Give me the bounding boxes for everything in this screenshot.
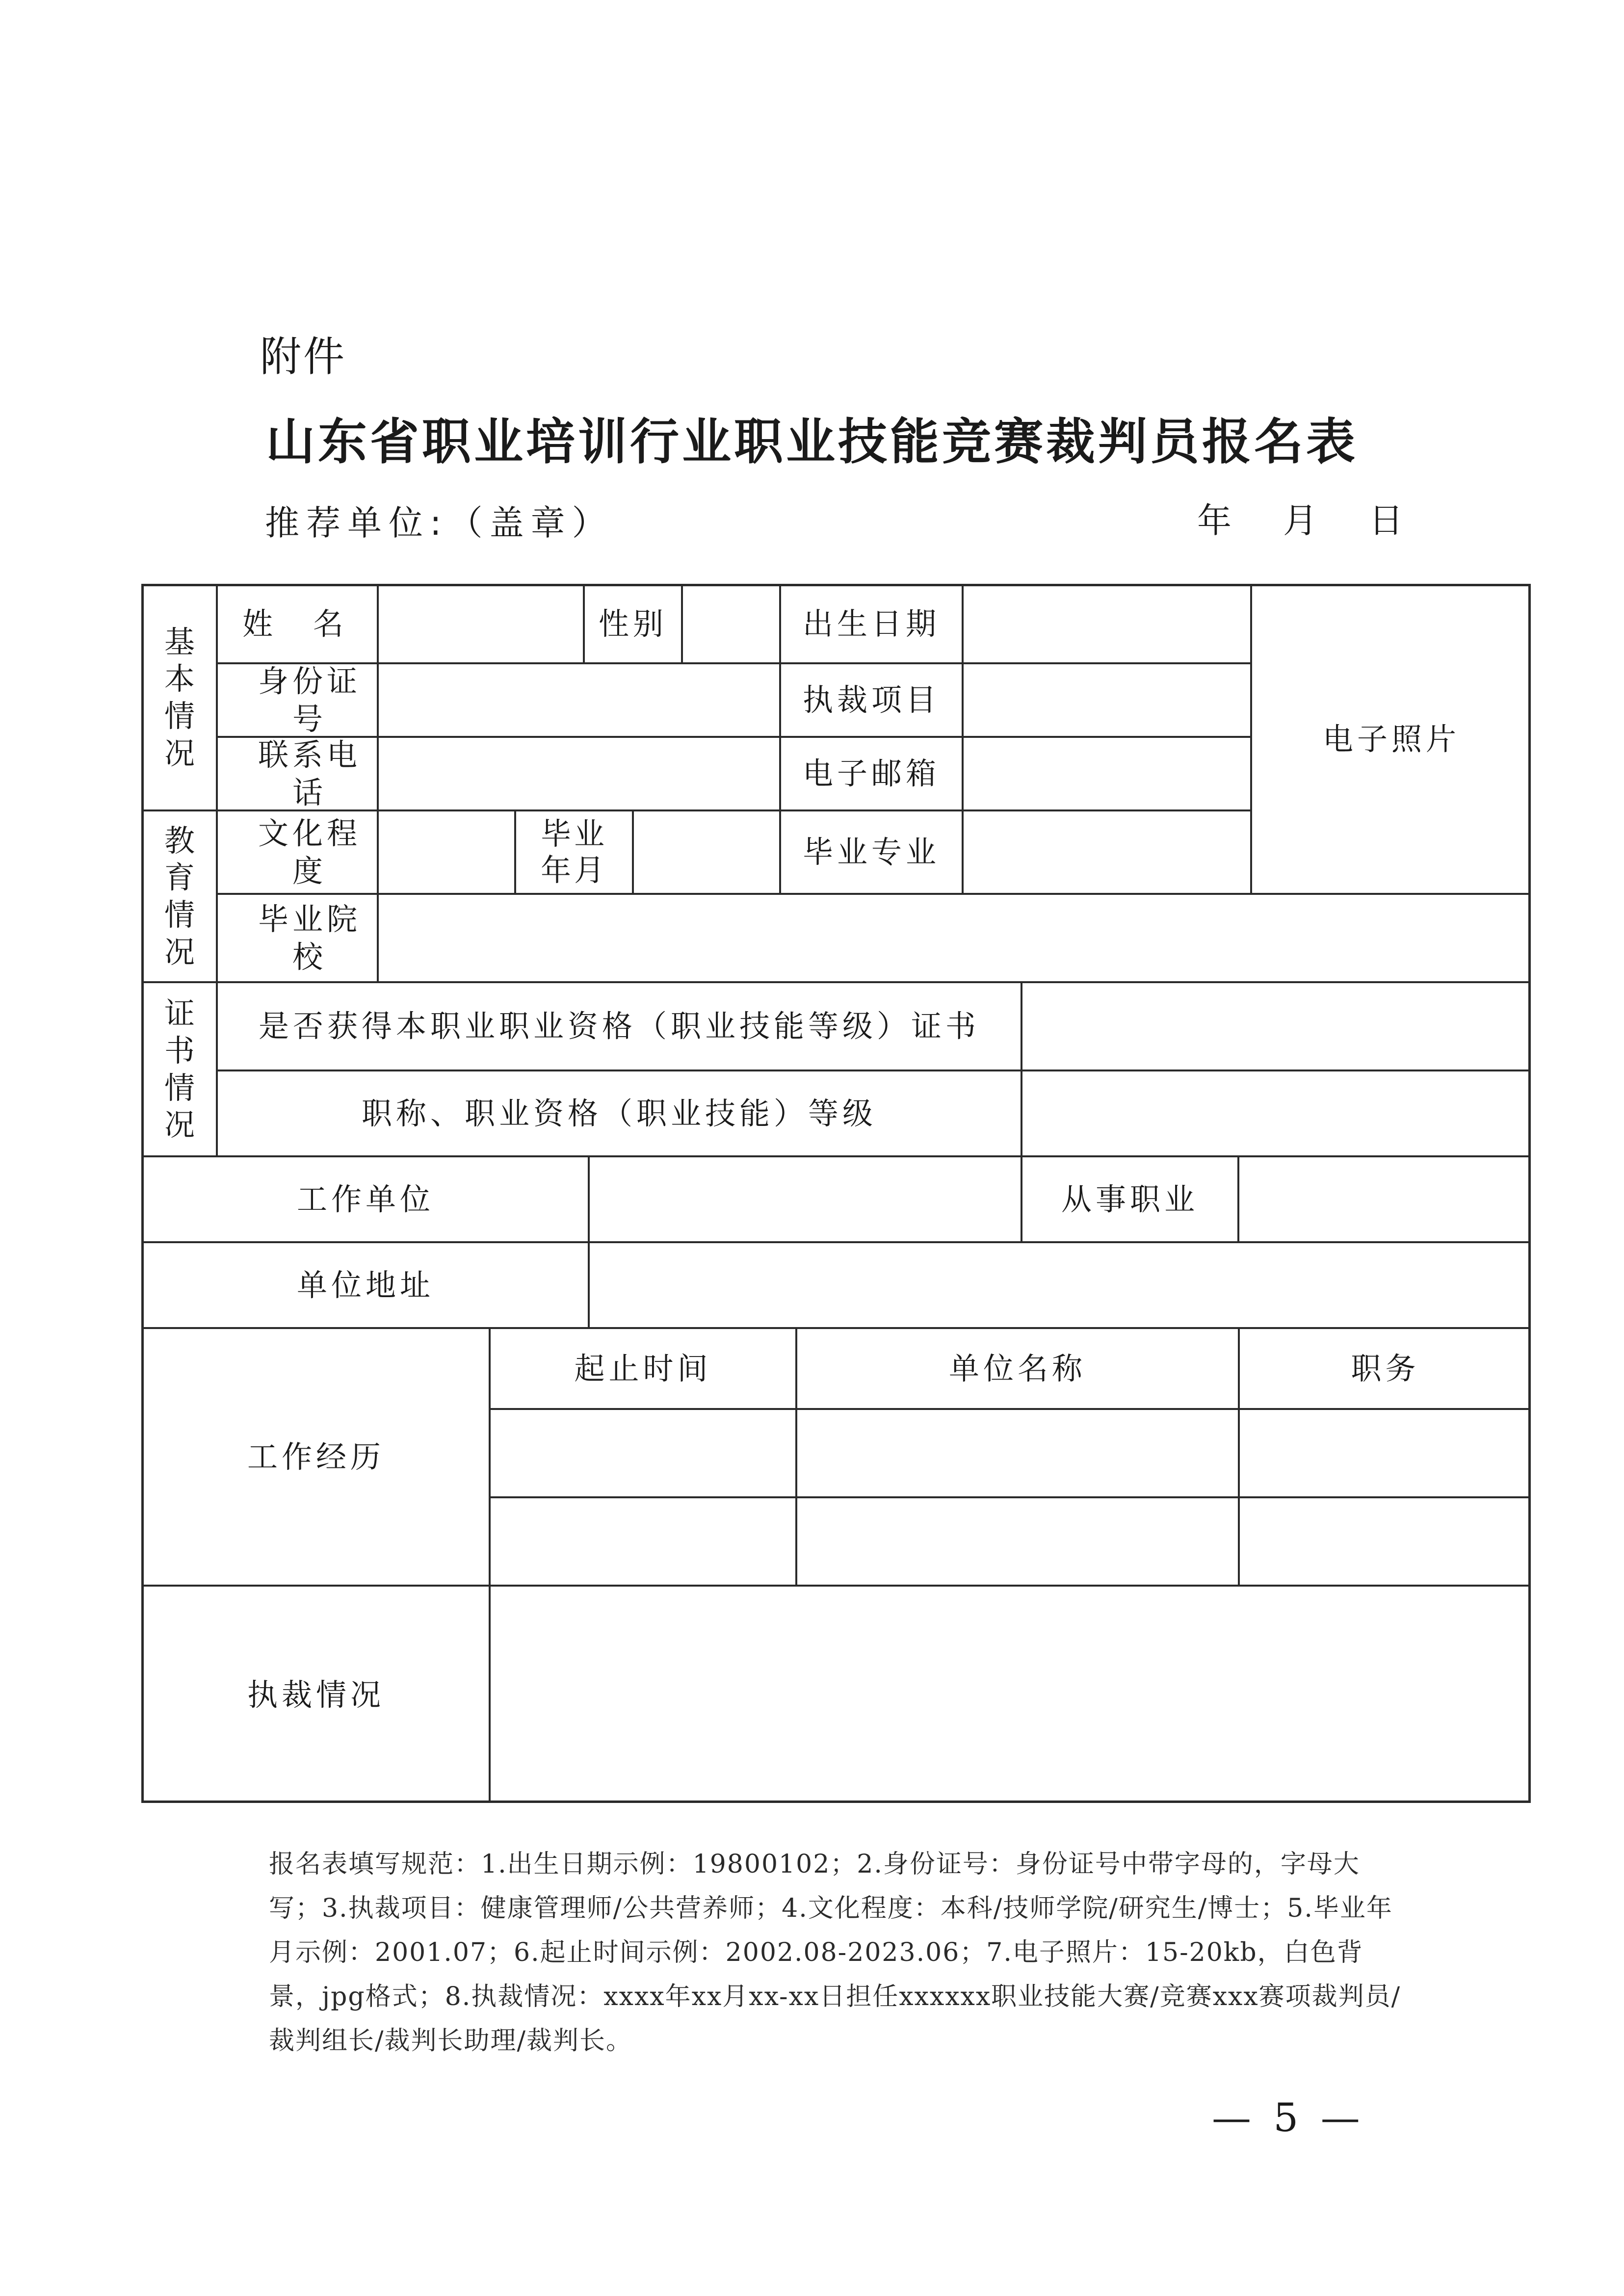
name-label-char1: 姓 [242, 606, 277, 642]
vertical-label-char: 况 [164, 934, 195, 970]
name-field[interactable] [377, 584, 583, 662]
vertical-label-char: 情 [164, 698, 195, 734]
work-history-label: 工作经历 [141, 1327, 489, 1585]
vertical-label-char: 情 [164, 897, 195, 933]
vertical-label-char: 基 [164, 624, 195, 660]
recommend-unit-label: 推荐单位:（盖章） [265, 503, 613, 543]
page-number: — 5 — [1212, 2095, 1365, 2140]
work-row2-period-field[interactable] [489, 1496, 795, 1585]
vertical-label-char: 育 [164, 860, 195, 896]
referee-item-field[interactable] [962, 662, 1250, 736]
school-field[interactable] [377, 893, 1531, 981]
date-year-label: 年 [1197, 500, 1231, 541]
work-row2-company-field[interactable] [795, 1496, 1238, 1585]
work-row2-position-field[interactable] [1238, 1496, 1531, 1585]
vertical-label-char: 情 [164, 1070, 195, 1106]
certificate-question-label: 是否获得本职业职业资格（职业技能等级）证书 [216, 981, 1021, 1070]
referee-item-label: 执裁项目 [779, 662, 962, 736]
major-field[interactable] [962, 809, 1250, 893]
birth-date-label: 出生日期 [779, 584, 962, 662]
name-label-char2: 名 [313, 606, 347, 642]
referee-experience-label: 执裁情况 [141, 1585, 489, 1803]
section-education [141, 809, 216, 981]
section-certificate [141, 981, 216, 1155]
phone-label: 联系电话 [216, 736, 377, 809]
employer-address-label: 单位地址 [141, 1241, 588, 1327]
vertical-label-char: 证 [164, 995, 195, 1032]
graduation-date-label [514, 809, 632, 893]
graduation-date-field[interactable] [632, 809, 779, 893]
gender-label: 性别 [583, 584, 681, 662]
occupation-field[interactable] [1237, 1155, 1531, 1241]
form-title: 山东省职业培训行业职业技能竞赛裁判员报名表 [266, 413, 1358, 470]
company-name-header: 单位名称 [795, 1327, 1238, 1408]
email-field[interactable] [962, 736, 1250, 809]
employer-address-field[interactable] [588, 1241, 1531, 1327]
occupation-label: 从事职业 [1021, 1155, 1237, 1241]
education-level-label: 文化程度 [216, 809, 377, 893]
employer-field[interactable] [588, 1155, 1021, 1241]
title-level-field[interactable] [1021, 1070, 1531, 1155]
date-month-label: 月 [1283, 500, 1317, 541]
employer-label: 工作单位 [141, 1155, 588, 1241]
vertical-label-char: 教 [164, 822, 195, 859]
vertical-label-char: 本 [164, 661, 195, 697]
education-level-field[interactable] [377, 809, 514, 893]
graduation-date-line2: 年月 [540, 852, 607, 888]
section-basic-info [141, 584, 216, 809]
date-line [1197, 493, 1403, 543]
phone-field[interactable] [377, 736, 779, 809]
vertical-label-char: 况 [164, 1107, 195, 1143]
work-row1-period-field[interactable] [489, 1408, 795, 1496]
email-label: 电子邮箱 [779, 736, 962, 809]
id-number-field[interactable] [377, 662, 779, 736]
filling-instructions: 报名表填写规范：1.出生日期示例：19800102；2.身份证号：身份证号中带字母的，字母大写；3.执裁项目：健康管理师/公共营养师；4.文化程度：本科/技师学院/研究生/博士；5.毕业年月示例：2001.07；6.起止时间示例：2002.08-2023.06；7.电子照片：15-20kb，白色背景，jpg格式；8.执裁情况：xxxx年xx月xx-xx日担任xxxxxx职业技能大赛/竞赛xxx赛项裁判员/裁判组长/裁判长助理/裁判长。 [269, 1850, 1401, 2056]
certificate-question-field[interactable] [1021, 981, 1531, 1070]
work-row1-company-field[interactable] [795, 1408, 1238, 1496]
birth-date-field[interactable] [962, 584, 1250, 662]
school-label: 毕业院校 [216, 893, 377, 981]
registration-form-table [141, 584, 1531, 1803]
position-header: 职务 [1238, 1327, 1531, 1408]
major-label: 毕业专业 [779, 809, 962, 893]
gender-field[interactable] [681, 584, 779, 662]
title-level-label: 职称、职业资格（职业技能）等级 [216, 1070, 1021, 1155]
graduation-date-line1: 毕业 [540, 815, 607, 852]
vertical-label-char: 况 [164, 735, 195, 771]
date-day-label: 日 [1369, 500, 1403, 541]
attachment-label: 附件 [260, 333, 347, 381]
vertical-label-char: 书 [164, 1032, 195, 1069]
name-label [216, 584, 377, 662]
id-number-label: 身份证号 [216, 662, 377, 736]
work-row1-position-field[interactable] [1238, 1408, 1531, 1496]
photo-slot[interactable]: 电子照片 [1250, 584, 1531, 893]
period-header: 起止时间 [489, 1327, 795, 1408]
referee-experience-field[interactable] [489, 1585, 1531, 1803]
